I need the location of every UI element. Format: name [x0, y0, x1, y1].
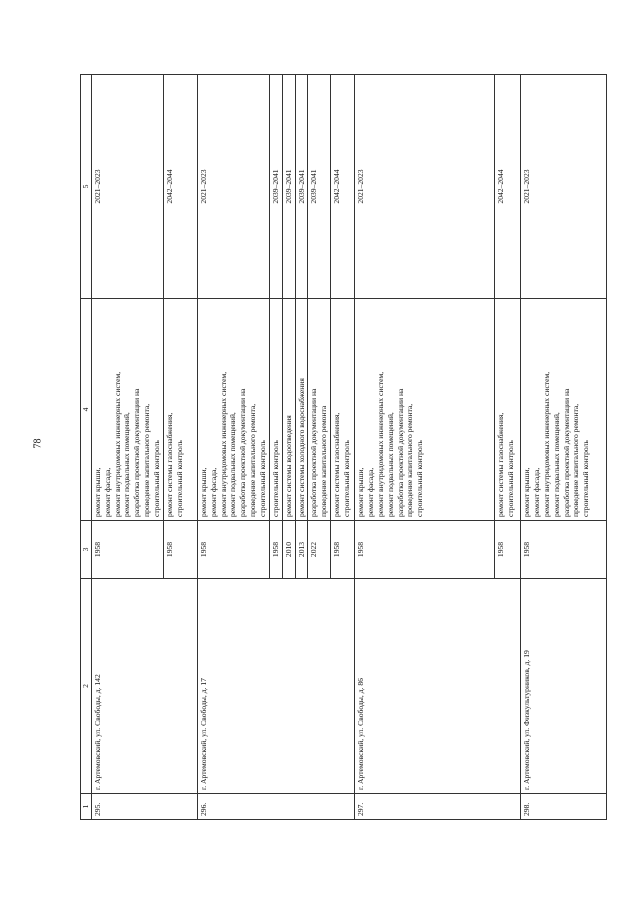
column-number: 3 — [81, 521, 92, 579]
work-line: ремонт подвальных помещений, — [228, 412, 238, 517]
table-row — [521, 75, 607, 820]
year-cell: 1958 — [331, 521, 355, 579]
work-line: строительный контроль — [270, 440, 280, 517]
work-line: проведение капитального ремонта, — [571, 403, 581, 517]
period-cell: 2039–2041 — [295, 75, 308, 299]
column-number-row — [81, 75, 92, 820]
repair-schedule-table — [80, 74, 607, 820]
period-cell: 2021–2023 — [521, 75, 607, 299]
work-line: ремонт крыши, — [356, 467, 366, 517]
work-line: строительный контроль — [415, 440, 425, 517]
work-line: ремонт системы газоснабжения, — [496, 412, 506, 517]
period-cell: 2039–2041 — [308, 75, 331, 299]
work-type-cell — [163, 299, 197, 521]
work-line: ремонт системы газоснабжения, — [164, 412, 174, 517]
work-type-cell — [269, 299, 282, 521]
page-number: 78 — [32, 438, 44, 449]
work-line: ремонт внутридомовых инженерных систем, — [112, 371, 122, 517]
period-cell: 2042–2044 — [495, 75, 521, 299]
row-number: 298. — [521, 794, 607, 820]
work-type-cell — [355, 299, 495, 521]
work-line: ремонт системы газоснабжения, — [332, 412, 342, 517]
address-cell: г. Артемовский, ул. Свободы, д. 17 — [197, 579, 354, 794]
work-line: ремонт крыши, — [92, 467, 102, 517]
work-line: ремонт внутридомовых инженерных систем, — [218, 371, 228, 517]
work-type-cell — [282, 299, 295, 521]
work-line: проведение капитального ремонта — [319, 405, 329, 517]
table-row — [355, 75, 495, 820]
work-line: строительный контроль — [174, 440, 184, 517]
work-line: разработка проектной документации на — [561, 388, 571, 517]
row-number: 295. — [91, 794, 197, 820]
work-line: ремонт фасада, — [102, 467, 112, 517]
work-line: разработка проектной документации на — [238, 388, 248, 517]
year-cell: 1958 — [91, 521, 163, 579]
work-line: строительный контроль — [258, 440, 268, 517]
work-line: ремонт крыши, — [522, 467, 532, 517]
period-cell: 2039–2041 — [269, 75, 282, 299]
column-number: 1 — [81, 794, 92, 820]
work-line: ремонт системы водоотведения — [283, 415, 293, 517]
address-cell: г. Артемовский, ул. Физкультурников, д. 19 — [521, 579, 607, 794]
work-line: ремонт внутридомовых инженерных систем, — [541, 371, 551, 517]
row-number: 297. — [355, 794, 521, 820]
year-cell: 2022 — [308, 521, 331, 579]
work-type-cell — [495, 299, 521, 521]
work-line: ремонт подвальных помещений, — [122, 412, 132, 517]
work-line: проведение капитального ремонта, — [248, 403, 258, 517]
work-type-cell — [308, 299, 331, 521]
work-line: разработка проектной документации на — [132, 388, 142, 517]
period-cell: 2042–2044 — [163, 75, 197, 299]
period-cell: 2042–2044 — [331, 75, 355, 299]
work-line: строительный контроль — [506, 440, 516, 517]
work-type-cell — [331, 299, 355, 521]
work-type-cell — [521, 299, 607, 521]
column-number: 2 — [81, 579, 92, 794]
work-line: проведение капитального ремонта, — [405, 403, 415, 517]
column-number: 4 — [81, 299, 92, 521]
work-type-cell — [91, 299, 163, 521]
repair-schedule-table-wrapper — [80, 75, 591, 820]
work-line: разработка проектной документации на — [309, 388, 319, 517]
column-number: 5 — [81, 75, 92, 299]
period-cell: 2021–2023 — [91, 75, 163, 299]
work-type-cell — [197, 299, 269, 521]
year-cell: 1958 — [197, 521, 269, 579]
work-line: разработка проектной документации на — [395, 388, 405, 517]
year-cell: 1958 — [495, 521, 521, 579]
work-line: ремонт системы холодного водоснабжения — [296, 378, 306, 517]
period-cell: 2021–2023 — [197, 75, 269, 299]
work-line: ремонт крыши, — [198, 467, 208, 517]
work-line: строительный контроль — [342, 440, 352, 517]
year-cell: 1958 — [163, 521, 197, 579]
work-line: ремонт подвальных помещений, — [551, 412, 561, 517]
table-body — [91, 75, 606, 820]
year-cell: 2010 — [282, 521, 295, 579]
period-cell: 2039–2041 — [282, 75, 295, 299]
work-line: ремонт фасада, — [532, 467, 542, 517]
address-cell: г. Артемовский, ул. Свободы, д. 86 — [355, 579, 521, 794]
year-cell: 1958 — [269, 521, 282, 579]
work-line: ремонт внутридомовых инженерных систем, — [375, 371, 385, 517]
year-cell: 1958 — [521, 521, 607, 579]
year-cell: 2013 — [295, 521, 308, 579]
address-cell: г. Артемовский, ул. Свободы, д. 142 — [91, 579, 197, 794]
work-line: ремонт фасада, — [208, 467, 218, 517]
row-number: 296. — [197, 794, 354, 820]
work-line: ремонт фасада, — [366, 467, 376, 517]
table-row — [91, 75, 163, 820]
table-row — [197, 75, 269, 820]
year-cell: 1958 — [355, 521, 495, 579]
work-line: ремонт подвальных помещений, — [385, 412, 395, 517]
period-cell: 2021–2023 — [355, 75, 495, 299]
work-line: строительный контроль — [581, 440, 591, 517]
work-line: проведение капитального ремонта, — [142, 403, 152, 517]
work-line: строительный контроль — [152, 440, 162, 517]
work-type-cell — [295, 299, 308, 521]
